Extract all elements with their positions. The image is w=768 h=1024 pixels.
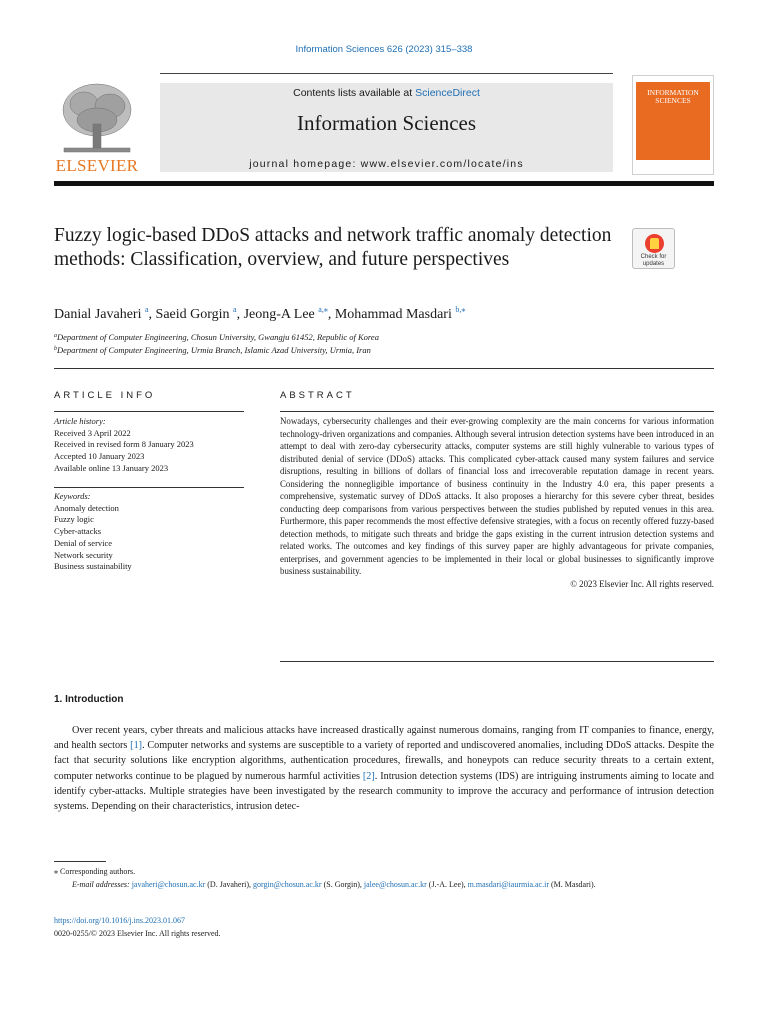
sciencedirect-link[interactable]: ScienceDirect [415, 87, 480, 99]
keywords-rule [54, 487, 244, 488]
check-updates-line-2: updates [642, 260, 665, 267]
corresponding-note: ⁎ Corresponding authors. [54, 867, 136, 876]
affiliation-b [54, 345, 371, 355]
affiliation-text: Department of Computer Engineering, Chosun University, Gwangju 61452, Republic of Korea [57, 332, 379, 342]
author-name[interactable]: Mohammad Masdari [334, 307, 452, 322]
abstract-top-rule [280, 411, 714, 412]
author-marks[interactable]: a [144, 305, 149, 314]
keyword-item: Fuzzy logic [54, 514, 94, 525]
check-for-updates-button[interactable] [632, 228, 675, 269]
history-item: Received in revised form 8 January 2023 [54, 439, 194, 450]
affiliation-mark: b [54, 346, 57, 352]
email-owner: (J.-A. Lee), [428, 880, 466, 889]
journal-citation[interactable]: Information Sciences 626 (2023) 315–338 [295, 44, 473, 55]
keyword-item: Network security [54, 549, 113, 560]
keyword-item: Anomaly detection [54, 502, 119, 513]
email-owner: (S. Gorgin), [323, 880, 362, 889]
header-thick-rule [54, 181, 714, 186]
author-name[interactable]: Jeong-A Lee [243, 307, 315, 322]
introduction-heading: 1. Introduction [54, 694, 124, 705]
intro-text-3: . Intrusion detection systems (IDS) are intriguing instruments aiming to locate and identify cyber-attacks. Multiple strategies have been investigated by the research community to improve the accuracy and performance of intrusion detection systems. Depending on their characteristics, intrusion detec- [54, 770, 715, 813]
intro-text-1: Over recent years, cyber threats and malicious attacks have increased drastically against numerous domains, ranging from IT companies to finance, energy, and health sectors [54, 725, 714, 752]
abstract-copyright: © 2023 Elsevier Inc. All rights reserved. [570, 578, 714, 589]
author-marks[interactable]: a [233, 305, 237, 314]
section-rule [54, 368, 714, 369]
intro-text-2: . Computer networks and systems are susceptible to a variety of reported and undiscovered anomalies, including DDoS attacks. Despite the fact that security solutions like encryption algorithms, authentication procedures, firewalls, and honeypots can reduce security threats to a certain extent, computer networks continue to be plagued by numerous harmful activities [54, 740, 715, 782]
paper-title: Fuzzy logic-based DDoS attacks and network traffic anomaly detection methods: Classification, overview, and future perspectives [54, 225, 612, 270]
keyword-item: Denial of service [54, 537, 113, 548]
history-label: Article history: [54, 416, 106, 426]
author-list: Danial Javaheri $^a$, Saeid Gorgin $^a$, Jeong-A Lee $^{a,⁎}$, Mohammad Masdari $^{b,⁎}$ [54, 305, 466, 322]
email-label: E-mail addresses: [72, 880, 130, 889]
check-updates-label [633, 254, 674, 267]
email-link[interactable]: jalee@chosun.ac.kr [363, 880, 427, 889]
author-marks[interactable]: b,⁎ [455, 305, 466, 314]
affiliation-a [54, 332, 379, 342]
keywords-label: Keywords: [54, 491, 91, 501]
history-item: Accepted 10 January 2023 [54, 451, 145, 462]
journal-title: Information Sciences [296, 111, 477, 135]
issn-copyright: 0020-0255/© 2023 Elsevier Inc. All rights reserved. [54, 929, 221, 938]
keyword-item: Business sustainability [54, 561, 132, 572]
email-owner: (D. Javaheri), [207, 880, 252, 889]
article-info-heading: ARTICLE INFO [54, 390, 156, 401]
keywords-block [54, 491, 244, 573]
abstract-heading: ABSTRACT [280, 390, 355, 401]
history-item: Available online 13 January 2023 [54, 462, 169, 473]
footnote-rule [54, 861, 106, 862]
author-marks[interactable]: a,⁎ [318, 305, 328, 314]
journal-header-box [160, 83, 613, 172]
email-link[interactable]: javaheri@chosun.ac.kr [131, 880, 206, 889]
journal-cover-thumbnail[interactable] [632, 75, 714, 175]
email-link[interactable]: m.masdari@iaurmia.ac.ir [467, 880, 549, 889]
author-name[interactable]: Saeid Gorgin [155, 307, 230, 322]
keyword-item: Cyber-attacks [54, 526, 102, 537]
affiliation-mark: a [54, 333, 57, 339]
article-info-rule [54, 411, 244, 412]
affiliation-text: Department of Computer Engineering, Urmia Branch, Islamic Azad University, Urmia, Iran [57, 345, 371, 355]
crossmark-icon [645, 234, 664, 253]
email-owner: (M. Masdari). [551, 880, 596, 889]
author-name[interactable]: Danial Javaheri [54, 307, 142, 322]
email-link[interactable]: gorgin@chosun.ac.kr [253, 880, 322, 889]
email-addresses [54, 879, 714, 891]
elsevier-wordmark: ELSEVIER [55, 156, 139, 175]
abstract-body [280, 415, 714, 590]
doi-link[interactable]: https://doi.org/10.1016/j.ins.2023.01.067 [54, 916, 185, 925]
reference-link[interactable]: [1] [130, 740, 143, 752]
journal-homepage[interactable]: journal homepage: www.elsevier.com/locate/ins [249, 158, 524, 170]
cover-title: INFORMATION SCIENCES [647, 88, 699, 105]
reference-link[interactable]: [2] [362, 770, 375, 782]
contents-line [160, 87, 613, 99]
check-updates-line-1: Check for [640, 254, 667, 260]
history-item: Received 3 April 2022 [54, 427, 131, 438]
introduction-paragraph [54, 723, 714, 814]
article-history [54, 416, 244, 475]
abstract-paragraph: Nowadays, cybersecurity challenges and their ever-growing complexity are the main concerns for various information technology-driven organizations and companies. Although several intrusion detection systems have been introduced in an attempt to deal with zero-day cybersecurity attacks, computer systems are still highly vulnerable to various types of distributed denial of service (DDoS) attacks. This complicated cyber-attack caused many system failures and service disruptions, resulting in billions of dollars of financial loss and irrecoverable reputation damage in recent years. Considering the nonnegligible importance of business continuity in the Industry 4.0 era, this paper presents a comprehensive, systematic survey of DDoS attacks. It also proposes a hierarchy for this severe cyber threat, besides conducting deep comparisons from various perspectives between the studies published by reputed venues in this area. Furthermore, this paper recommends the most effective defensive strategies, with a focus on recently offered fuzzy-based detection methods, to mitigate such threats and bridge the gaps existing in the current intrusion detection systems and related works. The outcomes and key findings of this survey paper are highly advantageous for private companies, enterprises, and government agencies to be implemented in their local or global businesses to significantly improve business sustainability. [280, 416, 714, 576]
contents-prefix: Contents lists available at [293, 87, 413, 99]
abstract-bottom-rule [280, 661, 714, 662]
header-top-rule [160, 73, 613, 74]
